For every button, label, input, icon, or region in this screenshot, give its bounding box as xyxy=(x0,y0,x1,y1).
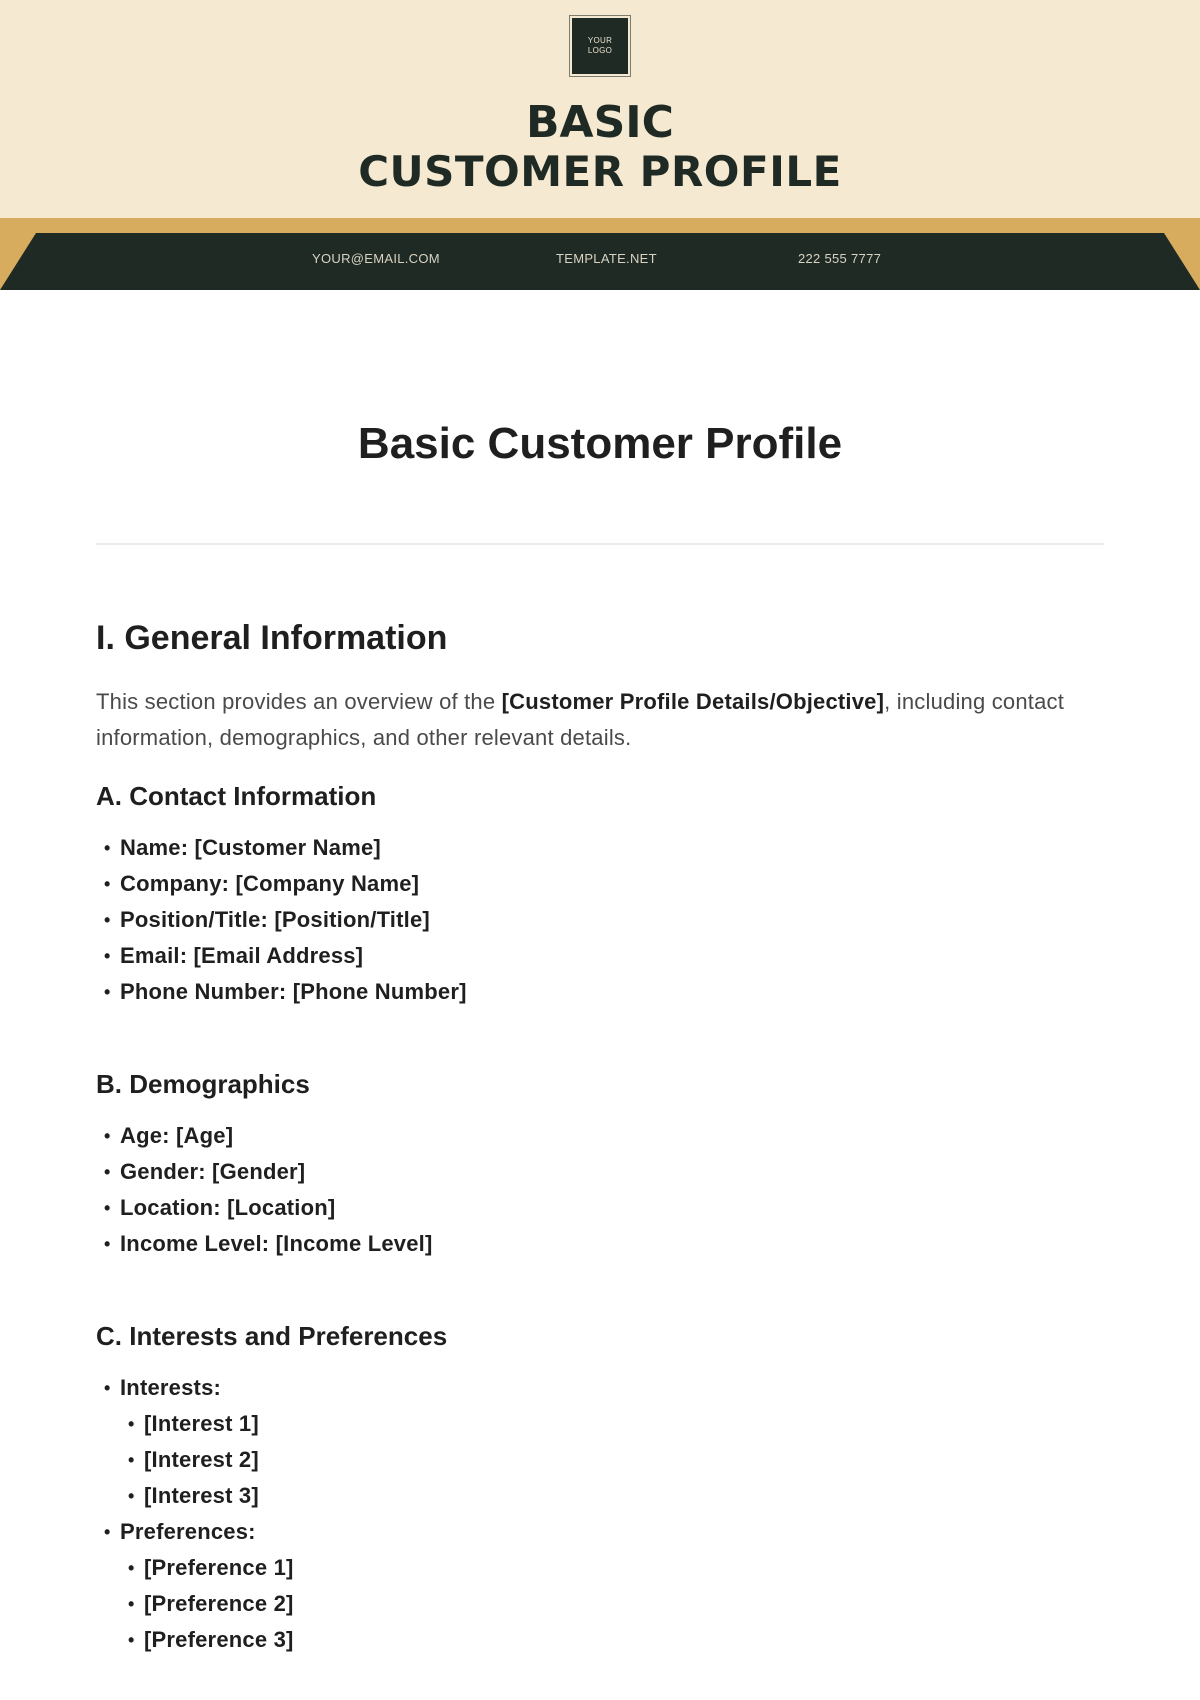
intro-placeholder: [Customer Profile Details/Objective] xyxy=(501,689,885,714)
list-item-interest: • [Interest 2] xyxy=(96,1442,1106,1478)
logo-text: YOUR LOGO xyxy=(587,36,613,55)
brand-title: BASIC xyxy=(526,97,674,148)
list-item-preference: • [Preference 1] xyxy=(96,1550,1106,1586)
list-item-email: • Email: [Email Address] xyxy=(96,938,1106,974)
logo xyxy=(572,18,628,74)
list-item-name: • Name: [Customer Name] xyxy=(96,830,1106,866)
contact-information-list xyxy=(96,830,1106,1010)
list-item-location: • Location: [Location] xyxy=(96,1190,1106,1226)
list-item-income-level: • Income Level: [Income Level] xyxy=(96,1226,1106,1262)
list-item-phone: • Phone Number: [Phone Number] xyxy=(96,974,1106,1010)
document-title: Basic Customer Profile xyxy=(357,419,843,468)
list-item-age: • Age: [Age] xyxy=(96,1118,1106,1154)
list-item-gender: • Gender: [Gender] xyxy=(96,1154,1106,1190)
section-heading-general-information: I. General Information xyxy=(96,619,448,657)
contact-phone: 222 555 7777 xyxy=(798,251,882,266)
list-item-company: • Company: [Company Name] xyxy=(96,866,1106,902)
list-item-interests-label: • Interests: xyxy=(96,1370,1106,1406)
contact-email: YOUR@EMAIL.COM xyxy=(312,251,440,266)
subheading-demographics: B. Demographics xyxy=(96,1069,310,1099)
intro-text-suffix: , including contact information, demographics, and other relevant details. xyxy=(96,689,1065,750)
list-item-preference: • [Preference 2] xyxy=(96,1586,1106,1622)
header-banner xyxy=(0,0,1200,218)
subheading-interests-preferences: C. Interests and Preferences xyxy=(96,1321,448,1351)
contact-website: TEMPLATE.NET xyxy=(556,251,657,266)
divider xyxy=(96,543,1104,545)
demographics-list xyxy=(96,1118,1106,1262)
list-item-interest: • [Interest 3] xyxy=(96,1478,1106,1514)
list-item-interest: • [Interest 1] xyxy=(96,1406,1106,1442)
list-item-preferences-label: • Preferences: xyxy=(96,1514,1106,1550)
document-body xyxy=(96,610,1106,1658)
list-item-position: • Position/Title: [Position/Title] xyxy=(96,902,1106,938)
interests-preferences-list xyxy=(96,1370,1106,1658)
subheading-contact-information: A. Contact Information xyxy=(96,781,377,811)
section-intro xyxy=(96,684,1106,756)
brand-subtitle: CUSTOMER PROFILE xyxy=(358,147,842,196)
list-item-preference: • [Preference 3] xyxy=(96,1622,1106,1658)
intro-text-prefix: This section provides an overview of the xyxy=(96,689,502,714)
